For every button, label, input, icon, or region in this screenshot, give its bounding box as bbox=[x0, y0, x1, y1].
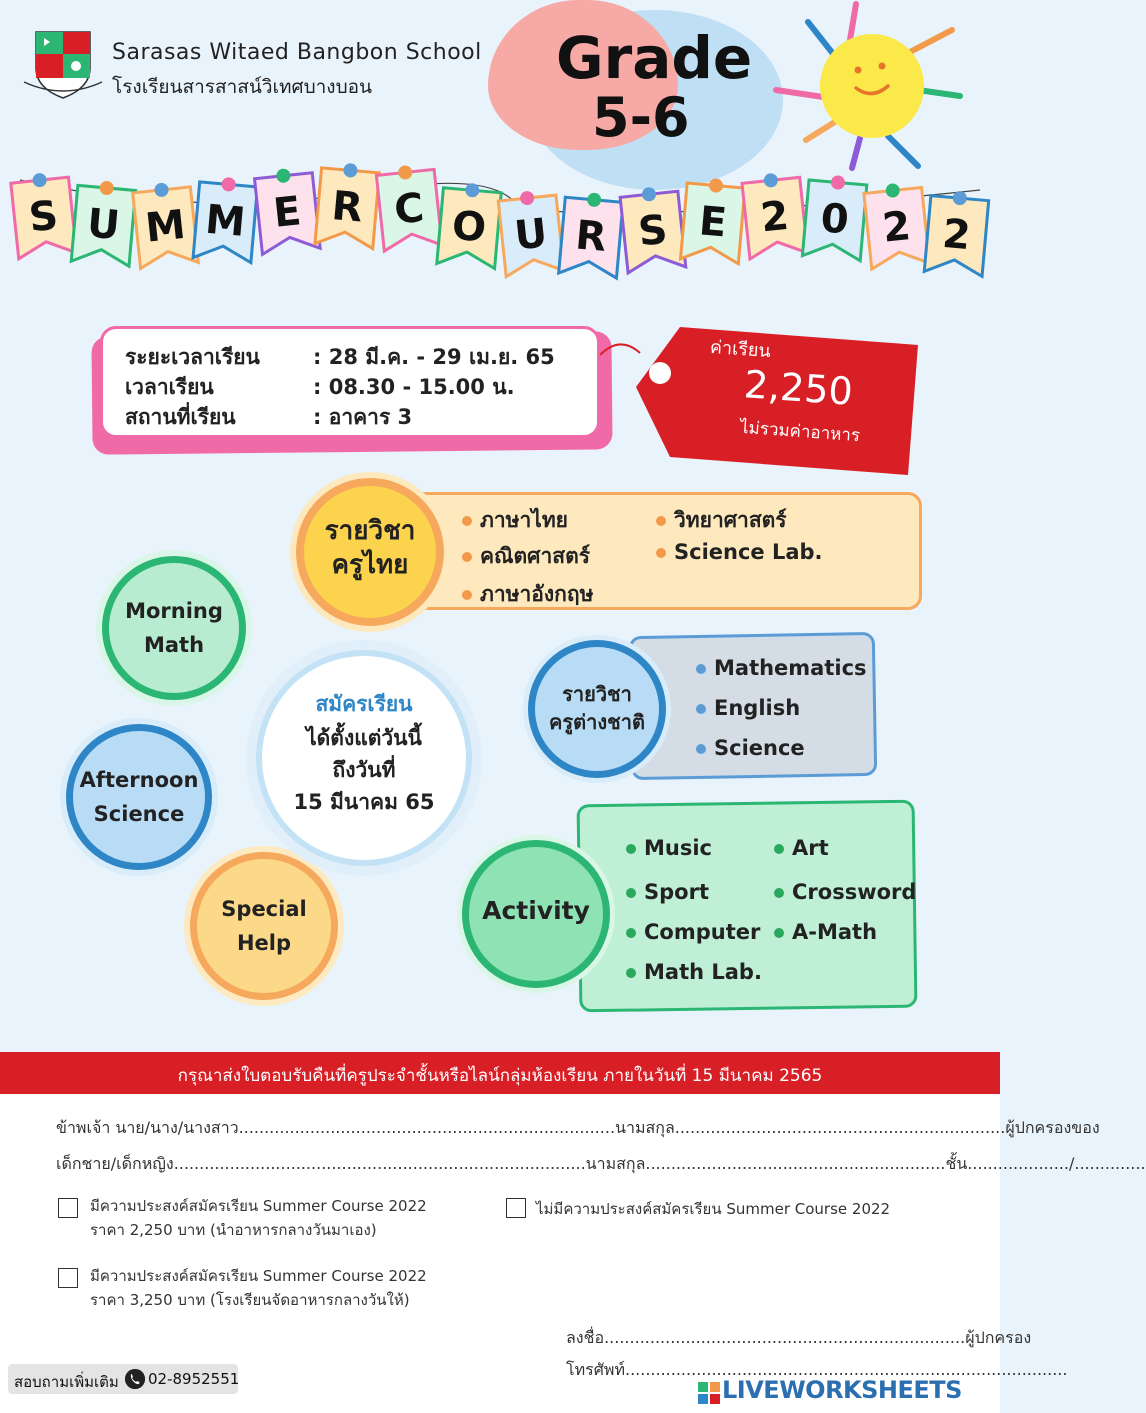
bullet-dot-icon bbox=[774, 844, 784, 854]
banner-letter: E bbox=[697, 198, 729, 247]
thai-subject-item: วิทยาศาสตร์ bbox=[656, 504, 787, 537]
banner-flag bbox=[681, 176, 746, 264]
special-help-line2: Help bbox=[236, 931, 292, 955]
banner-flag bbox=[741, 170, 807, 259]
bullet-dot-icon bbox=[626, 844, 636, 854]
banner-flag bbox=[71, 178, 136, 266]
banner-letter: S bbox=[636, 206, 670, 256]
schedule-box bbox=[100, 326, 600, 438]
banner-letter: 2 bbox=[940, 210, 973, 260]
banner-flag bbox=[376, 162, 442, 251]
thai-teacher-title-line1: รายวิชา bbox=[324, 516, 416, 546]
morning-math-circle bbox=[102, 556, 246, 700]
banner-letter: E bbox=[271, 188, 304, 237]
bullet-dot-icon bbox=[656, 516, 666, 526]
banner-letter: M bbox=[203, 196, 248, 246]
banner-flag bbox=[802, 173, 867, 261]
apply-line: ได้ตั้งแต่วันนี้ bbox=[306, 726, 422, 750]
summer-course-banner bbox=[0, 150, 1000, 310]
phone-icon bbox=[125, 1369, 145, 1389]
price-note: ไม่รวมค่าอาหาร bbox=[739, 417, 861, 447]
foreign-teacher-title-line2: ครูต่างชาติ bbox=[549, 710, 645, 734]
schedule-value: : 28 มี.ค. - 29 เม.ย. 65 bbox=[313, 345, 555, 369]
activity-item: Crossword bbox=[774, 880, 916, 904]
schedule-label: เวลาเรียน bbox=[125, 375, 214, 399]
banner-letter: C bbox=[392, 184, 427, 234]
banner-letter: U bbox=[85, 200, 122, 250]
activity-item: Music bbox=[626, 836, 712, 860]
morning-math-line1: Morning bbox=[125, 599, 223, 623]
bullet-dot-icon bbox=[462, 552, 472, 562]
afternoon-science-line2: Science bbox=[93, 802, 185, 826]
banner-letter: S bbox=[26, 192, 61, 242]
schedule-row bbox=[125, 401, 412, 434]
foreign-subject-item: Mathematics bbox=[696, 656, 867, 680]
bullet-dot-icon bbox=[626, 928, 636, 938]
activity-item: Sport bbox=[626, 880, 709, 904]
banner-letter: R bbox=[329, 182, 365, 232]
schedule-row bbox=[125, 341, 555, 374]
banner-letter: 0 bbox=[818, 195, 851, 244]
banner-flag bbox=[559, 190, 624, 278]
bullet-dot-icon bbox=[696, 664, 706, 674]
banner-flag bbox=[863, 181, 929, 270]
banner-letter: O bbox=[450, 202, 489, 252]
schedule-label: สถานที่เรียน bbox=[125, 405, 236, 429]
school-name-th: โรงเรียนสารสาสน์วิเทศบางบอน bbox=[112, 76, 373, 98]
banner-flag bbox=[10, 170, 76, 259]
schedule-value: : 08.30 - 15.00 น. bbox=[313, 375, 515, 399]
phone-field[interactable]: โทรศัพท์....................................................................................... bbox=[566, 1360, 1068, 1379]
option-register-self-lunch-label: มีความประสงค์สมัครเรียน Summer Course 2022 ราคา 2,250 บาท (นำอาหารกลางวันมาเอง) bbox=[90, 1197, 427, 1239]
schedule-value: : อาคาร 3 bbox=[313, 405, 413, 429]
activity-item: A-Math bbox=[774, 920, 877, 944]
signature-field[interactable]: ลงชื่อ.......................................................................ผู้ปกครอง bbox=[566, 1328, 1032, 1347]
special-help-line1: Special bbox=[221, 897, 307, 921]
notice-text: กรุณาส่งใบตอบรับคืนที่ครูประจำชั้นหรือไลน์กลุ่มห้องเรียน ภายในวันที่ 15 มีนาคม 2565 bbox=[177, 1066, 823, 1086]
thai-subject-item: ภาษาไทย bbox=[462, 504, 568, 537]
sun-icon bbox=[760, 0, 1000, 170]
banner-flag bbox=[315, 161, 380, 249]
bullet-dot-icon bbox=[626, 968, 636, 978]
banner-flag bbox=[924, 189, 989, 277]
option-register-self-lunch-checkbox[interactable] bbox=[58, 1198, 78, 1218]
grade-range: 5-6 bbox=[592, 86, 690, 149]
thai-subject-item: Science Lab. bbox=[656, 540, 823, 564]
schedule-label: ระยะเวลาเรียน bbox=[125, 345, 260, 369]
option-register-school-lunch-checkbox[interactable] bbox=[58, 1268, 78, 1288]
bullet-dot-icon bbox=[462, 516, 472, 526]
foreign-teacher-title-line1: รายวิชา bbox=[562, 682, 632, 706]
price-value: 2,250 bbox=[742, 362, 855, 414]
banner-flag bbox=[132, 180, 198, 269]
grade-title: Grade bbox=[556, 24, 753, 92]
banner-flag bbox=[437, 181, 502, 269]
bullet-dot-icon bbox=[462, 590, 472, 600]
activity-item: Computer bbox=[626, 920, 760, 944]
apply-title: สมัครเรียน bbox=[315, 692, 413, 716]
banner-flag bbox=[619, 184, 685, 273]
contact-phone[interactable]: 02-8952551 bbox=[148, 1370, 240, 1388]
bullet-dot-icon bbox=[626, 888, 636, 898]
banner-letter: R bbox=[573, 212, 609, 261]
thai-teacher-title-line2: ครูไทย bbox=[331, 550, 409, 580]
watermark: LIVEWORKSHEETS bbox=[722, 1376, 962, 1404]
student-name-field[interactable]: เด็กชาย/เด็กหญิง.................................................................................นามสกุล...........................................................ชั้น..................../.............. bbox=[56, 1154, 1146, 1173]
activity-title: Activity bbox=[482, 896, 590, 925]
option-register-school-lunch-label: มีความประสงค์สมัครเรียน Summer Course 2022 ราคา 3,250 บาท (โรงเรียนจัดอาหารกลางวันให้) bbox=[90, 1267, 427, 1309]
thai-subject-item: ภาษาอังกฤษ bbox=[462, 578, 593, 611]
activity-item: Math Lab. bbox=[626, 960, 762, 984]
afternoon-science-circle bbox=[66, 724, 212, 870]
parent-name-field[interactable]: ข้าพเจ้า นาย/นาง/นางสาว..........................................................................นามสกุล.................................................................ผู้ปกครองของ bbox=[56, 1118, 1100, 1137]
bullet-dot-icon bbox=[774, 928, 784, 938]
contact-label: สอบถามเพิ่มเติม bbox=[14, 1373, 119, 1391]
morning-math-line2: Math bbox=[143, 633, 205, 657]
banner-letter: U bbox=[512, 210, 550, 260]
school-crest-logo bbox=[22, 28, 104, 100]
afternoon-science-line1: Afternoon bbox=[79, 768, 199, 792]
foreign-teacher-title bbox=[528, 680, 666, 736]
banner-letter: M bbox=[143, 201, 188, 252]
schedule-row bbox=[125, 371, 515, 404]
bullet-dot-icon bbox=[774, 888, 784, 898]
banner-letter: 2 bbox=[880, 202, 913, 252]
option-not-register-checkbox[interactable] bbox=[506, 1198, 526, 1218]
foreign-subject-item: English bbox=[696, 696, 800, 720]
thai-subject-item: คณิตศาสตร์ bbox=[462, 540, 590, 573]
bullet-dot-icon bbox=[696, 744, 706, 754]
banner-flag bbox=[193, 175, 258, 263]
banner-flag bbox=[254, 166, 320, 255]
banner-letter: 2 bbox=[758, 192, 791, 242]
special-help-circle bbox=[190, 852, 338, 1000]
liveworksheets-logo-icon bbox=[698, 1382, 720, 1404]
apply-line: ถึงวันที่ bbox=[332, 758, 396, 782]
foreign-subject-item: Science bbox=[696, 736, 805, 760]
school-name-en: Sarasas Witaed Bangbon School bbox=[112, 40, 482, 65]
banner-flag bbox=[498, 188, 564, 277]
thai-teacher-title bbox=[296, 514, 444, 582]
bullet-dot-icon bbox=[696, 704, 706, 714]
option-not-register-label: ไม่มีความประสงค์สมัครเรียน Summer Course 2022 bbox=[536, 1200, 891, 1218]
price-label: ค่าเรียน bbox=[709, 336, 772, 363]
bullet-dot-icon bbox=[656, 548, 666, 558]
activity-item: Art bbox=[774, 836, 829, 860]
apply-date: 15 มีนาคม 65 bbox=[293, 790, 435, 814]
